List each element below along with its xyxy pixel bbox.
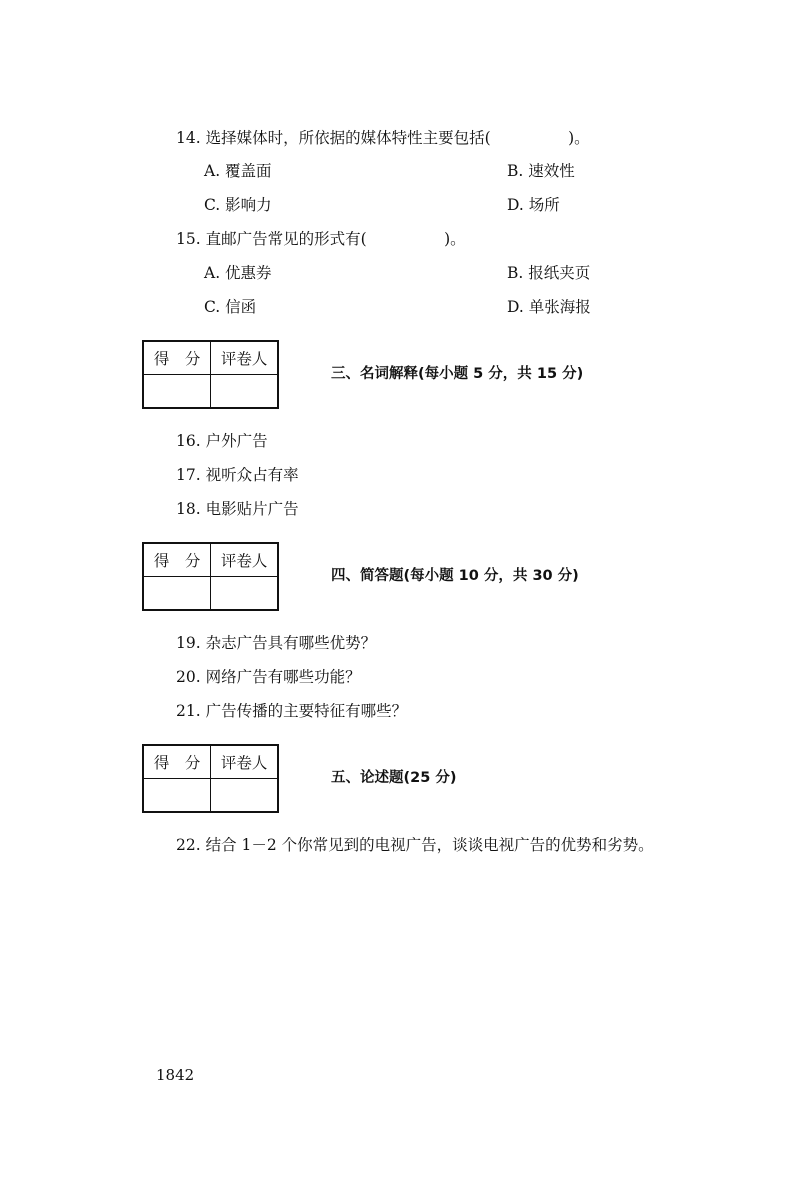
grader-label: 评卷人	[211, 341, 278, 375]
question-20: 20. 网络广告有哪些功能？	[176, 668, 361, 686]
score-label: 得 分	[143, 745, 211, 779]
question-14-stem: 14. 选择媒体时，所依据的媒体特性主要包括( )。	[176, 129, 590, 147]
question-16: 16. 户外广告	[176, 432, 268, 450]
question-14-option-c: C. 影响力	[204, 196, 272, 214]
question-15-option-c: C. 信函	[204, 298, 257, 316]
question-22: 22. 结合 1－2 个你常见到的电视广告，谈谈电视广告的优势和劣势。	[176, 836, 654, 854]
score-box-section-4	[142, 542, 279, 611]
question-15-option-b: B. 报纸夹页	[507, 264, 591, 282]
section-3-title: 三、名词解释(每小题 5 分，共 15 分)	[331, 366, 584, 382]
question-17: 17. 视听众占有率	[176, 466, 299, 484]
score-label: 得 分	[143, 543, 211, 577]
score-label: 得 分	[143, 341, 211, 375]
grader-label: 评卷人	[211, 745, 278, 779]
question-15-option-d: D. 单张海报	[507, 298, 591, 316]
question-18: 18. 电影贴片广告	[176, 500, 299, 518]
section-5-title: 五、论述题(25 分)	[331, 770, 457, 786]
question-14-option-a: A. 覆盖面	[204, 162, 272, 180]
score-box-section-5	[142, 744, 279, 813]
grader-label: 评卷人	[211, 543, 278, 577]
grader-cell	[211, 577, 278, 611]
grader-cell	[211, 779, 278, 813]
question-15-option-a: A. 优惠券	[204, 264, 272, 282]
question-14-option-b: B. 速效性	[507, 162, 575, 180]
question-21: 21. 广告传播的主要特征有哪些？	[176, 702, 408, 720]
question-14-option-d: D. 场所	[507, 196, 560, 214]
grader-cell	[211, 375, 278, 409]
score-cell	[143, 577, 211, 611]
question-15-stem: 15. 直邮广告常见的形式有( )。	[176, 230, 466, 248]
question-19: 19. 杂志广告具有哪些优势？	[176, 634, 377, 652]
score-cell	[143, 779, 211, 813]
page-number: 1842	[156, 1066, 195, 1084]
score-box-section-3	[142, 340, 279, 409]
score-cell	[143, 375, 211, 409]
section-4-title: 四、简答题(每小题 10 分，共 30 分)	[331, 568, 579, 584]
